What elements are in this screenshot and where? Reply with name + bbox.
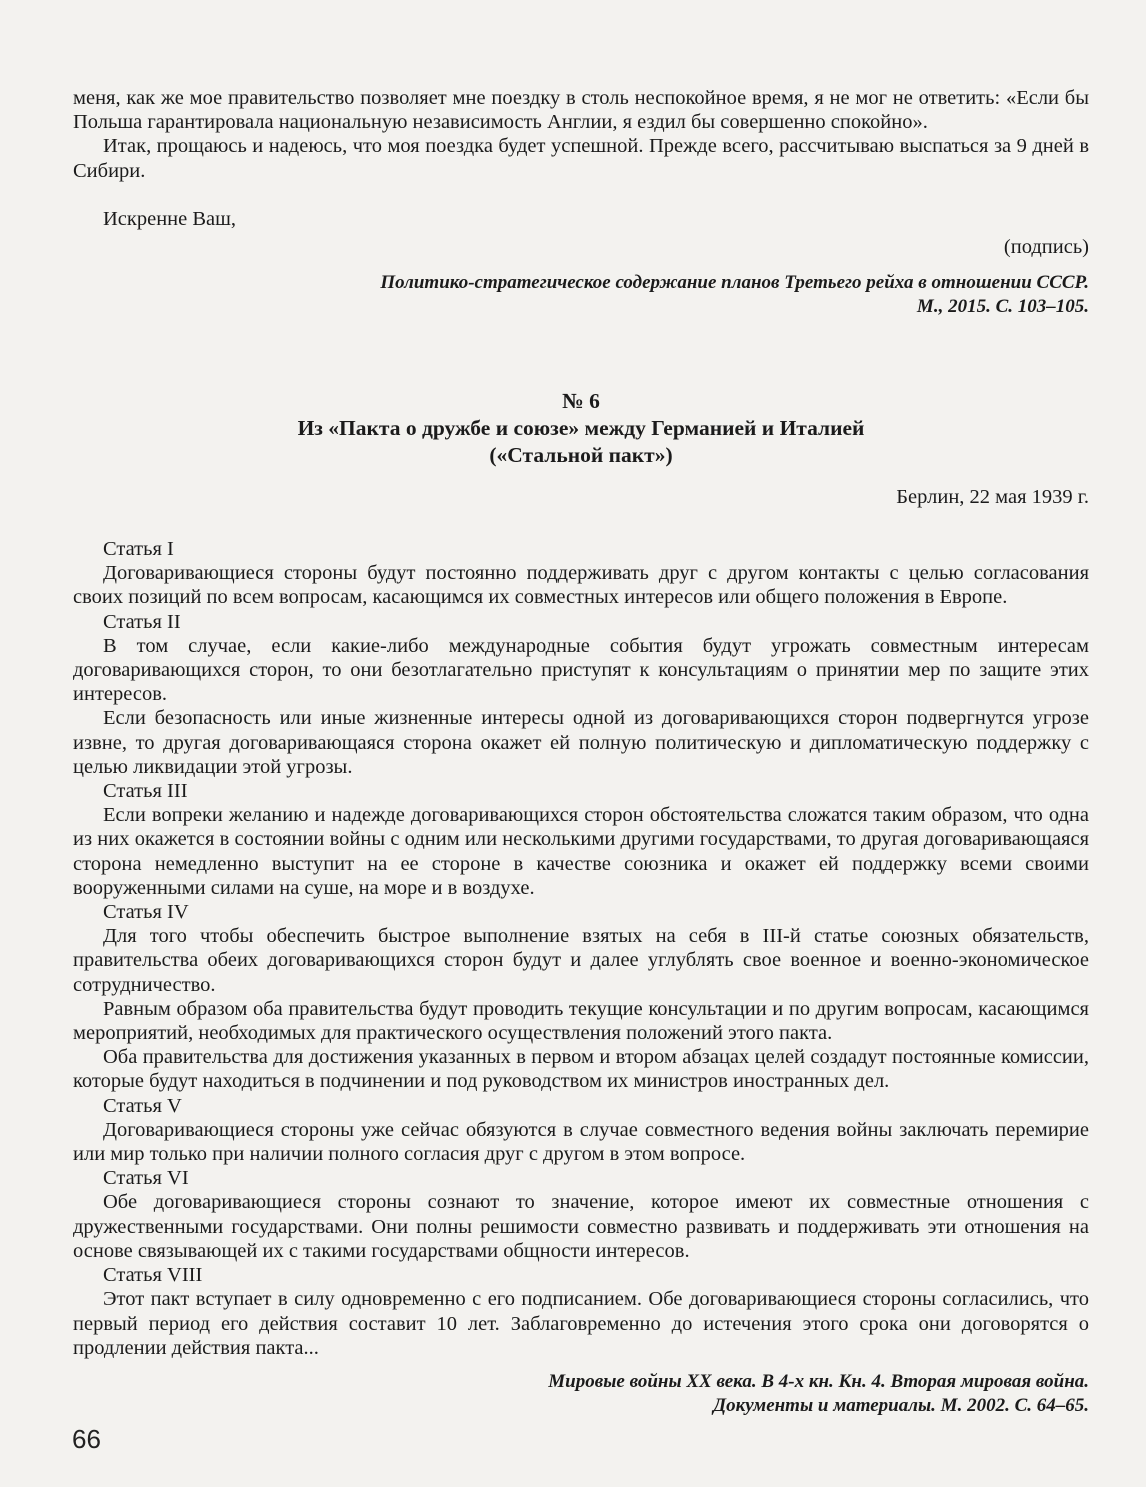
document-number: № 6 <box>562 389 600 413</box>
article-6-paragraph-1: Обе договаривающиеся стороны сознают то значение, которое имеют их совместные отношения с дружественными государствами. Они полны решимости совместно развивать и поддерживать эти отношения на основе связывающей их с такими государствами общности интересов. <box>73 1191 1089 1262</box>
footer-source-line-1: Мировые войны XX века. В 4-х кн. Кн. 4. Вторая мировая война. <box>548 1370 1089 1392</box>
article-4-paragraph-2: Равным образом оба правительства будут проводить текущие консультации и по другим вопросам, касающимся мероприятий, необходимых для практического осуществления положений этого пакта. <box>73 997 1089 1045</box>
article-2-paragraph-2: Если безопасность или иные жизненные интересы одной из договаривающихся сторон подвергнутся угрозе извне, то другая договаривающаяся сторона окажет ей полную политическую и дипломатическую поддержку с целью ликвидации этой угрозы. <box>73 707 1089 778</box>
article-2-title: Статья II <box>103 610 181 633</box>
article-4-paragraph-1: Для того чтобы обеспечить быстрое выполнение взятых на себя в III-й статье союзных обязательств, правительства обеих договаривающихся сторон будут и далее углублять свое военное и военно-экономическое сотрудничество. <box>73 925 1089 996</box>
article-1-paragraph-1: Договаривающиеся стороны будут постоянно поддерживать друг с другом контакты с целью согласования своих позиций по всем вопросам, касающимся их совместных интересов или общего положения в Европе. <box>73 562 1089 609</box>
article-8-title: Статья VIII <box>103 1264 203 1287</box>
footer-source-line-2: Документы и материалы. М. 2002. С. 64–65. <box>713 1394 1089 1416</box>
intro-section <box>73 86 1089 319</box>
article-4-title: Статья IV <box>103 901 189 924</box>
closing-line: Искренне Ваш, <box>103 207 237 230</box>
article-3-paragraph-1: Если вопреки желанию и надежде договаривающихся сторон обстоятельства сложатся таким образом, что одна из них окажется в состоянии войны с одним или несколькими другими государствами, то другая договаривающаяся сторона немедленно выступит на ее стороне в качестве союзника и окажет ей поддержку всеми своими вооруженными силами на суше, на море и в воздухе. <box>73 804 1089 899</box>
intro-paragraph-2: Итак, прощаюсь и надеюсь, что моя поездка будет успешной. Прежде всего, рассчитываю выспаться за 9 дней в Сибири. <box>73 135 1089 182</box>
page-number: 66 <box>72 1424 101 1454</box>
article-5-title: Статья V <box>103 1094 182 1117</box>
intro-paragraph-1: меня, как же мое правительство позволяет мне поездку в столь неспокойное время, я не мог не ответить: «Если бы Польша гарантировала национальную независимость Англии, я ездил бы совершенно спокойно». <box>73 87 1089 134</box>
place-date: Берлин, 22 мая 1939 г. <box>896 486 1089 508</box>
source-citation-line-2: М., 2015. С. 103–105. <box>916 296 1089 318</box>
article-5-paragraph-1: Договаривающиеся стороны уже сейчас обязуются в случае совместного ведения войны заключать перемирие или мир только при наличии полного согласия друг с другом в этом вопросе. <box>73 1118 1089 1166</box>
article-2-paragraph-1: В том случае, если какие-либо международные события будут угрожать совместным интересам договаривающихся сторон, то они безотлагательно приступят к консультациям о принятии мер по защите этих интересов. <box>73 634 1089 706</box>
document-title-line-1: Из «Пакта о дружбе и союзе» между Германией и Италией <box>297 416 865 440</box>
document-title-line-2: («Стальной пакт») <box>489 443 673 467</box>
article-3-title: Статья III <box>103 780 188 803</box>
source-citation-line-1: Политико-стратегическое содержание планов Третьего рейха в отношении СССР. <box>380 272 1089 294</box>
article-8-paragraph-1: Этот пакт вступает в силу одновременно с его подписанием. Обе договаривающиеся стороны согласились, что первый период его действия составит 10 лет. Заблаговременно до истечения этого срока они договорятся о продлении действия пакта... <box>73 1288 1089 1359</box>
article-1-title: Статья I <box>103 538 174 560</box>
document-heading <box>73 388 1089 509</box>
article-4-paragraph-3: Оба правительства для достижения указанных в первом и втором абзацах целей создадут постоянные комиссии, которые будут находиться в подчинении и под руководством их министров иностранных дел. <box>73 1046 1089 1093</box>
articles-section <box>73 537 1089 1418</box>
article-6-title: Статья VI <box>103 1167 189 1190</box>
signature-note: (подпись) <box>1003 236 1089 259</box>
